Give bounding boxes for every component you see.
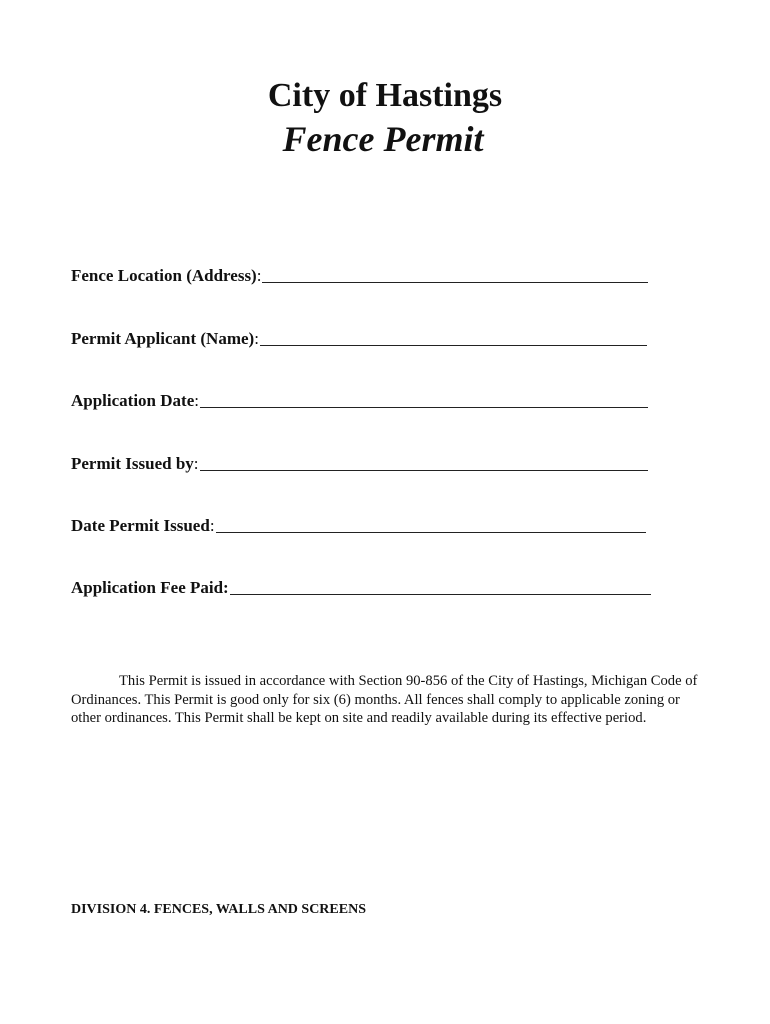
application-date-field [71,387,648,411]
fence-location-input-line[interactable] [262,282,648,283]
fence-location-label: Fence Location (Address) [71,266,257,285]
application-fee-field [71,574,651,598]
date-permit-issued-field [71,512,646,536]
permit-terms-paragraph: This Permit is issued in accordance with Section 90-856 of the City of Hastings, Michigan Code of Ordinances. This Permit is good only for six (6) months. All fences shall comply to applicable zoning or other ordinances. This Permit shall be kept on site and readily available during its effective period. [71,673,698,726]
permit-applicant-input-line[interactable] [260,345,647,346]
permit-issued-by-field [71,450,648,474]
application-date-colon: : [194,391,199,410]
city-title: City of Hastings [267,77,503,114]
permit-applicant-label: Permit Applicant (Name) [71,329,255,348]
fence-location-colon: : [256,266,262,285]
division-heading: DIVISION 4. FENCES, WALLS AND SCREENS [71,902,366,917]
application-fee-input-line[interactable] [230,594,651,595]
permit-applicant-colon: : [254,329,259,348]
permit-issued-by-colon: : [193,454,199,473]
date-permit-issued-input-line[interactable] [216,532,646,533]
application-fee-label: Application Fee Paid: [71,578,229,597]
date-permit-issued-label: Date Permit Issued [71,516,210,535]
application-date-label: Application Date [71,391,195,410]
fence-location-field [71,262,648,286]
permit-issued-by-input-line[interactable] [200,470,648,471]
application-date-input-line[interactable] [200,407,648,408]
date-permit-issued-colon: : [209,516,215,535]
document-title: Fence Permit [282,119,484,159]
permit-applicant-field [71,325,647,349]
permit-issued-by-label: Permit Issued by [71,454,194,473]
